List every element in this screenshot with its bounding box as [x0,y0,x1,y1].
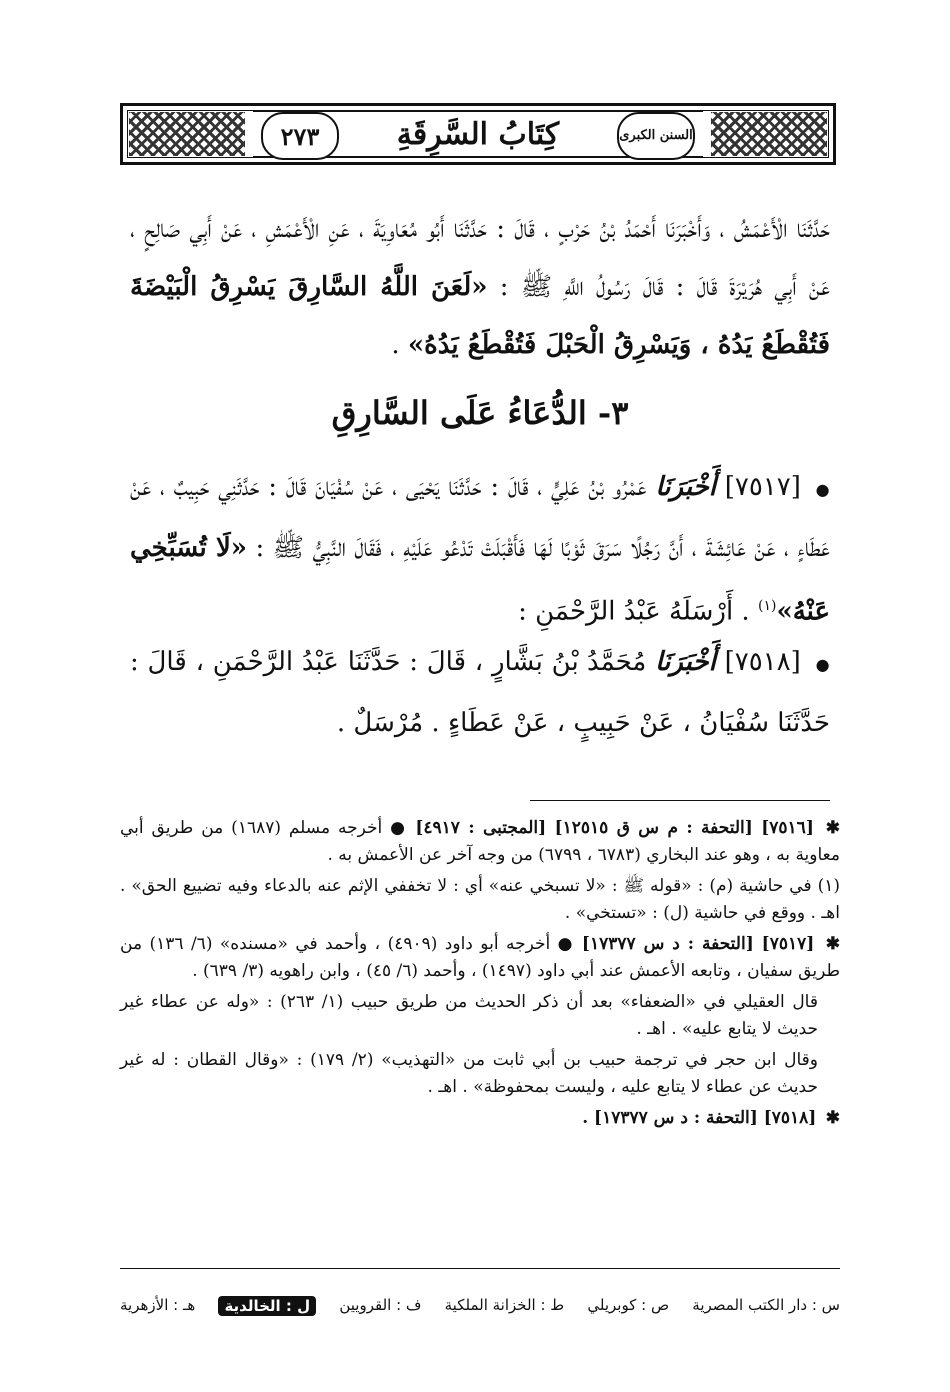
intro-text: حَدَّثَنَا الْأَعْمَشُ ، وَأَخْبَرَنَا أَحْمَدُ بْنُ حَرْبٍ ، قَالَ : حَدَّثَنَا أَبُو مُعَاوِيَةَ ، عَنِ الْأَعْمَشِ ، عَنْ أَبِي صَالِحٍ ، عَنْ أَبِي هُرَيْرَةَ قَالَ : قَالَ رَسُولُ اللَّهِ ﷺ : [130,214,831,302]
legend-item-ta: ط : الخزانة الملكية [444,1296,565,1314]
page-number: ٢٧٣ [261,112,339,160]
prophetic-quote: «لَعَنَ اللَّهُ السَّارِقَ يَسْرِقُ الْبَيْضَةَ فَتُقْطَعُ يَدُهُ ، وَيَسْرِقُ الْحَبْلَ فَتُقْطَعُ يَدُهُ» [130,272,830,360]
prophetic-quote: «لَا تُسَبِّخِي عَنْهُ» [130,533,830,627]
akhbarana-word: أَخْبَرَنَا [655,472,716,502]
legend-divider [120,1268,840,1269]
bullet-icon: ● [815,655,831,674]
footnote-ref: (١) [757,598,777,614]
asterisk-icon: ✱ [825,818,841,838]
hadith-7517 [130,458,830,641]
hadith-text: عَمْرُو بْنُ عَلِيٍّ ، قَالَ : حَدَّثَنَا يَحْيَى ، عَنْ سُفْيَانَ قَالَ : حَدَّثَنِي حَبِيبٌ ، عَنْ عَطَاءٍ ، عَنْ عَائِشَةَ ، أَنَّ رَجُلًا سَرَقَ ثَوْبًا لَهَا فَأَقْبَلَتْ تَدْعُو عَلَيْهِ ، فَقَالَ النَّبِيُّ ﷺ : [130,472,830,563]
footnote-7516 [120,815,840,869]
header-ornament-left [129,112,245,156]
footnote-ref-label: [٧٥١٦] [التحفة : م س ق ١٢٥١٥] [المجتبى : ٤٩١٧] [415,818,814,838]
footnote-divider [530,800,830,801]
book-emblem: السنن الكبرى [617,112,695,160]
footnote-1: (١) في حاشية (م) : «قوله ﷺ : «لا تسبخي عنه» أي : لا تخففي الإثم عنه بالدعاء وفيه تضييع الحق» . اهـ . ووقع في حاشية (ل) : «تستخي» . [120,876,840,923]
hadith-text: مُحَمَّدُ بْنُ بَشَّارٍ ، قَالَ : حَدَّثَنَا عَبْدُ الرَّحْمَنِ ، قَالَ : حَدَّثَنَا سُفْيَانُ ، عَنْ حَبِيبٍ ، عَنْ عَطَاءٍ . مُرْسَلٌ . [130,647,830,738]
hadith-7518 [130,633,830,752]
legend-item-lam: ل : الخالدية [218,1296,316,1316]
footnote-7518 [120,1105,840,1132]
intro-end: . [391,330,400,360]
legend-item-s: س : دار الكتب المصرية [692,1296,840,1314]
footnote-ibn-hajar: وقال ابن حجر في ترجمة حبيب بن أبي ثابت من «التهذيب» (٢/ ١٧٩) : «وقال القطان : له غير حديث عن عطاء لا يتابع عليه ، وليست بمحفوظة» . اهـ . [120,1050,819,1097]
bullet-icon: ● [815,480,831,499]
section-heading: ٣- الدُّعَاءُ عَلَى السَّارِقِ [331,394,629,432]
running-header [120,103,836,165]
akhbarana-word: أَخْبَرَنَا [655,647,716,677]
footnote-text: ● أخرجه مسلم (١٦٨٧) من طريق أبي معاوية به ، وهو عند البخاري (٦٧٨٣ ، ٦٧٩٩) من وجه آخر عن الأعمش به . [120,818,840,865]
hadith-number: [٧٥١٨] [724,647,801,677]
asterisk-icon: ✱ [825,934,840,954]
hadith-number: [٧٥١٧] [724,472,801,502]
legend-item-sad: ص : كوبريلي [587,1296,670,1314]
footnote-text: ● أخرجه أبو داود (٤٩٠٩) ، وأحمد في «مسنده» (٦/ ١٣٦) من طريق سفيان ، وتابعه الأعمش عند أبي داود (١٤٩٧) ، وأحمد (٦/ ٤٥) ، وابن راهويه (٣/ ٦٣٩) . [120,934,840,981]
header-ornament-right [711,112,827,156]
legend-item-ha: هـ : الأزهرية [120,1296,196,1314]
footnotes [120,815,840,1132]
hadith-text-after: . أَرْسَلَهُ عَبْدُ الرَّحْمَنِ : [518,596,750,627]
intro-paragraph [130,200,830,374]
footnote-ref-label: [٧٥١٧] [التحفة : د س ١٧٣٧٧] [581,934,815,954]
chapter-title: كِتَابُ السَّرِقَةِ [396,116,560,152]
footnote-ref-label: [٧٥١٨] [التحفة : د س ١٧٣٧٧] . [582,1108,817,1128]
footnote-7517 [120,931,840,985]
legend-item-fa: ف : القرويين [339,1296,422,1314]
footnote-aqili: قال العقيلي في «الضعفاء» بعد أن ذكر الحديث من طريق حبيب (١/ ٢٦٣) : «وله عن عطاء غير حديث لا يتابع عليه» . اهـ . [120,992,818,1039]
manuscript-legend [120,1296,840,1316]
asterisk-icon: ✱ [825,1108,840,1128]
